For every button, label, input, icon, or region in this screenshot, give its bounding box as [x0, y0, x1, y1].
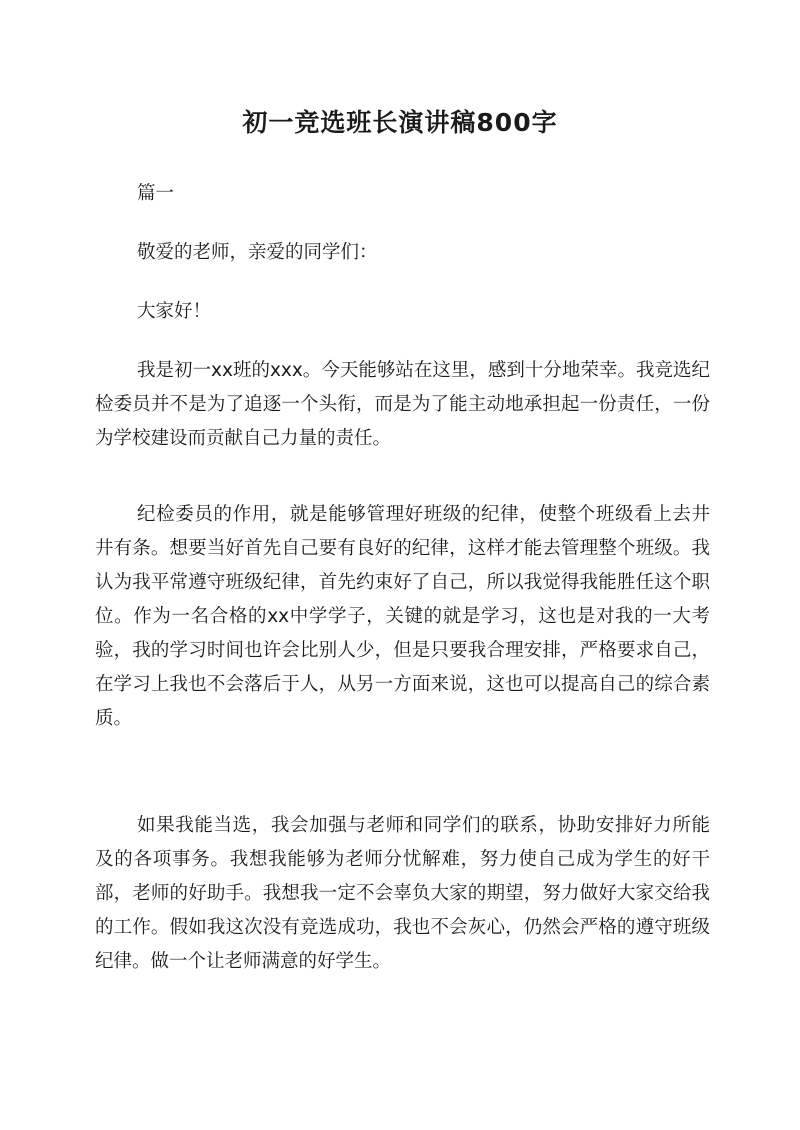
paragraph-pledge: 如果我能当选，我会加强与老师和同学们的联系，协助安排好力所能及的各项事务。我想我能够为老师分忧解难，努力使自己成为学生的好干部，老师的好助手。我想我一定不会辜负大家的期望，努力做好大家交给我的工作。假如我这次没有竞选成功，我也不会灰心，仍然会严格的遵守班级纪律。做一个让老师满意的好学生。 [95, 815, 710, 972]
hello-line: 大家好！ [137, 301, 212, 322]
document-title: 初一竞选班长演讲稿800字 [242, 108, 558, 137]
section-label: 篇一 [137, 183, 175, 204]
paragraph-role: 纪检委员的作用，就是能够管理好班级的纪律，使整个班级看上去井井有条。想要当好首先自己要有良好的纪律，这样才能去管理整个班级。我认为我平常遵守班级纪律，首先约束好了自己，所以我觉得我能胜任这个职位。作为一名合格的xx中学学子，关键的就是学习，这也是对我的一大考验，我的学习时间也许会比别人少，但是只要我合理安排，严格要求自己，在学习上我也不会落后于人，从另一方面来说，这也可以提高自己的综合素质。 [95, 504, 710, 729]
greeting-line: 敬爱的老师，亲爱的同学们： [137, 242, 378, 263]
paragraph-intro: 我是初一xx班的xxx。今天能够站在这里，感到十分地荣幸。我竞选纪检委员并不是为了追逐一个头衔，而是为了能主动地承担起一份责任，一份为学校建设而贡献自己力量的责任。 [95, 360, 710, 449]
